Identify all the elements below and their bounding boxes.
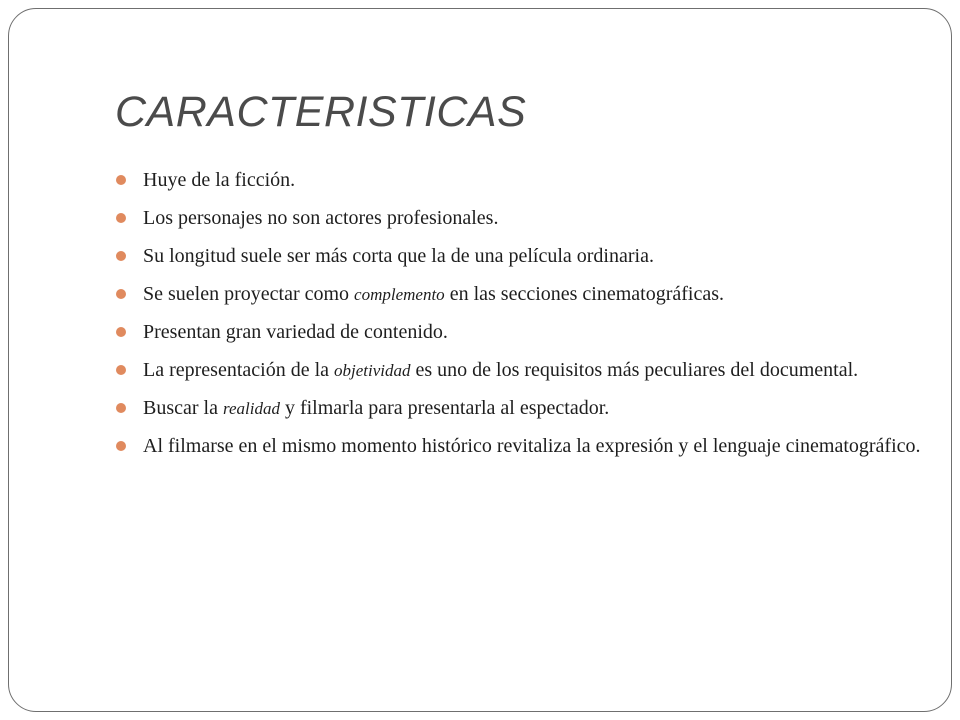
circle-bullet-icon	[116, 213, 126, 223]
circle-bullet-icon	[116, 403, 126, 413]
bullet-text	[143, 245, 654, 267]
slide-frame	[8, 8, 952, 712]
bullet-text-segment: es uno de los requisitos más peculiares del documental.	[410, 359, 859, 381]
bullet-item	[116, 243, 921, 270]
bullet-text-segment: Buscar la	[143, 397, 223, 419]
bullet-text	[143, 283, 724, 305]
bullet-text	[143, 169, 295, 191]
bullet-text-segment: La representación de la	[143, 359, 335, 381]
bullet-list	[116, 167, 921, 471]
emphasized-term: complemento	[354, 285, 445, 304]
bullet-item	[116, 319, 921, 346]
bullet-item	[116, 205, 921, 232]
bullet-text-segment: Huye de la ficción.	[143, 169, 296, 191]
slide-title: CARACTERISTICAS	[115, 88, 527, 136]
bullet-item	[116, 433, 921, 460]
bullet-text-segment: en las secciones cinematográficas.	[444, 283, 725, 305]
bullet-text-segment: Se suelen proyectar como	[143, 283, 355, 305]
bullet-text	[143, 321, 448, 343]
circle-bullet-icon	[116, 289, 126, 299]
bullet-item	[116, 395, 921, 422]
circle-bullet-icon	[116, 327, 126, 337]
emphasized-term: realidad	[222, 399, 280, 418]
bullet-item	[116, 357, 921, 384]
bullet-text	[143, 435, 921, 457]
emphasized-term: objetividad	[334, 361, 411, 380]
bullet-text-segment: Presentan gran variedad de contenido.	[143, 321, 448, 343]
bullet-text	[143, 359, 858, 381]
circle-bullet-icon	[116, 251, 126, 261]
bullet-text-segment: Al filmarse en el mismo momento histórico revitaliza la expresión y el lenguaje cinematográfico.	[143, 435, 921, 457]
bullet-item	[116, 167, 921, 194]
bullet-text-segment: Su longitud suele ser más corta que la de una película ordinaria.	[143, 245, 654, 267]
bullet-text-segment: Los personajes no son actores profesionales.	[143, 207, 499, 229]
circle-bullet-icon	[116, 365, 126, 375]
bullet-text	[143, 397, 609, 419]
circle-bullet-icon	[116, 441, 126, 451]
bullet-text	[143, 207, 498, 229]
circle-bullet-icon	[116, 175, 126, 185]
bullet-text-segment: y filmarla para presentarla al espectador.	[279, 397, 610, 419]
bullet-item	[116, 281, 921, 308]
